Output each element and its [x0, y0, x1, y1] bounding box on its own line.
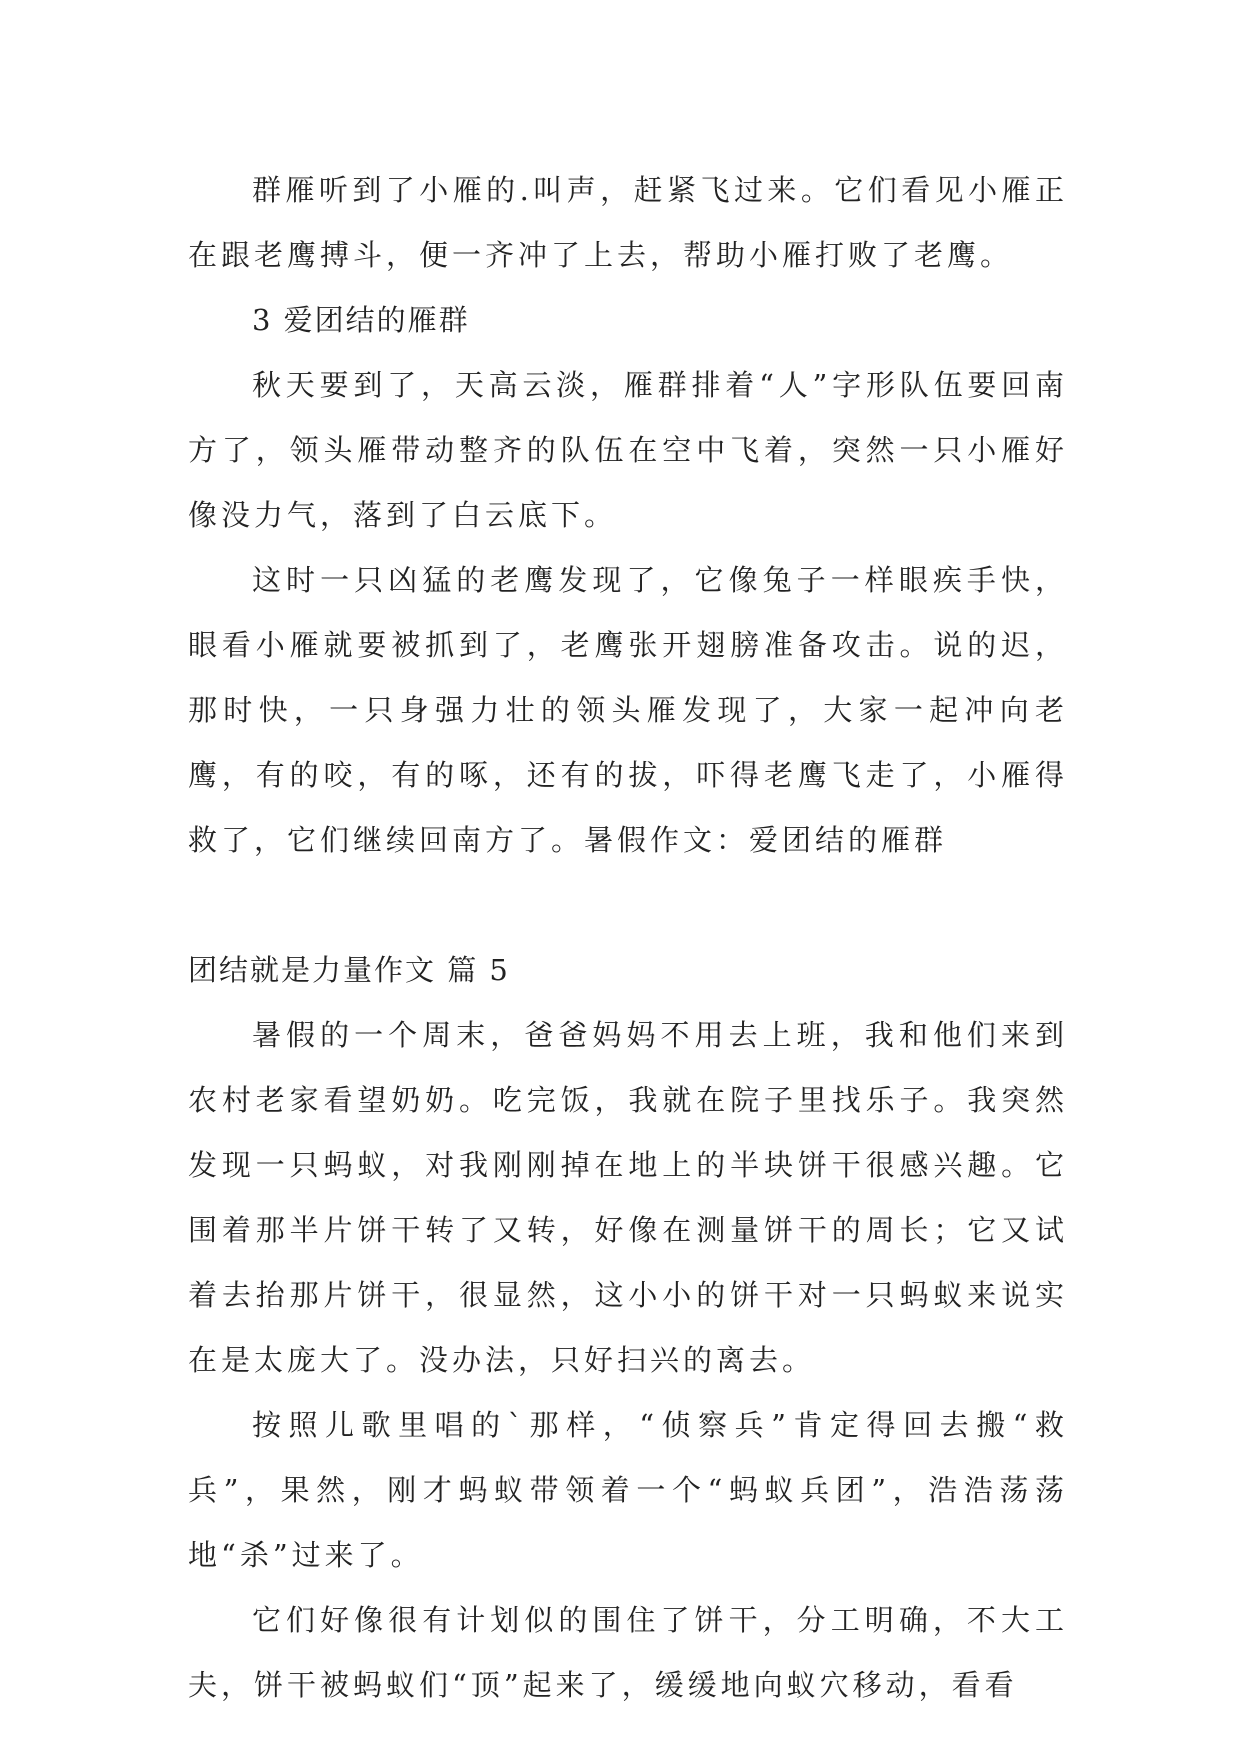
paragraph-eagle-attack: 这时一只凶猛的老鹰发现了，它像兔子一样眼疾手快，眼看小雁就要被抓到了，老鹰张开翅膀准备攻击。说的迟，那时快，一只身强力壮的领头雁发现了，大家一起冲向老鹰，有的咬，有的啄，还有的拔，吓得老鹰飞走了，小雁得救了，它们继续回南方了。暑假作文：爱团结的雁群 [188, 563, 1068, 857]
paragraph-ant-reinforcements: 按照儿歌里唱的`那样，“侦察兵”肯定得回去搬“救兵”，果然，刚才蚂蚁带领着一个“蚂蚁兵团”，浩浩荡荡地“杀”过来了。 [188, 1408, 1068, 1572]
paragraph-geese-rescue: 群雁听到了小雁的.叫声，赶紧飞过来。它们看见小雁正在跟老鹰搏斗，便一齐冲了上去，帮助小雁打败了老鹰。 [188, 173, 1068, 272]
section-title-essay-5: 团结就是力量作文 篇 5 [188, 953, 510, 987]
paragraph-ant-discovery: 暑假的一个周末，爸爸妈妈不用去上班，我和他们来到农村老家看望奶奶。吃完饭，我就在院子里找乐子。我突然发现一只蚂蚁，对我刚刚掉在地上的半块饼干很感兴趣。它围着那半片饼干转了又转，好像在测量饼干的周长；它又试着去抬那片饼干，很显然，这小小的饼干对一只蚂蚁来说实在是太庞大了。没办法，只好扫兴的离去。 [188, 1018, 1068, 1377]
subheading-united-geese: 3 爱团结的雁群 [252, 303, 470, 337]
paragraph-autumn-migration: 秋天要到了，天高云淡，雁群排着“人”字形队伍要回南方了，领头雁带动整齐的队伍在空中飞着，突然一只小雁好像没力气，落到了白云底下。 [188, 368, 1068, 532]
paragraph-ant-teamwork: 它们好像很有计划似的围住了饼干，分工明确，不大工夫，饼干被蚂蚁们“顶”起来了，缓缓地向蚁穴移动，看看 [188, 1603, 1068, 1702]
document-body [188, 158, 1068, 1718]
